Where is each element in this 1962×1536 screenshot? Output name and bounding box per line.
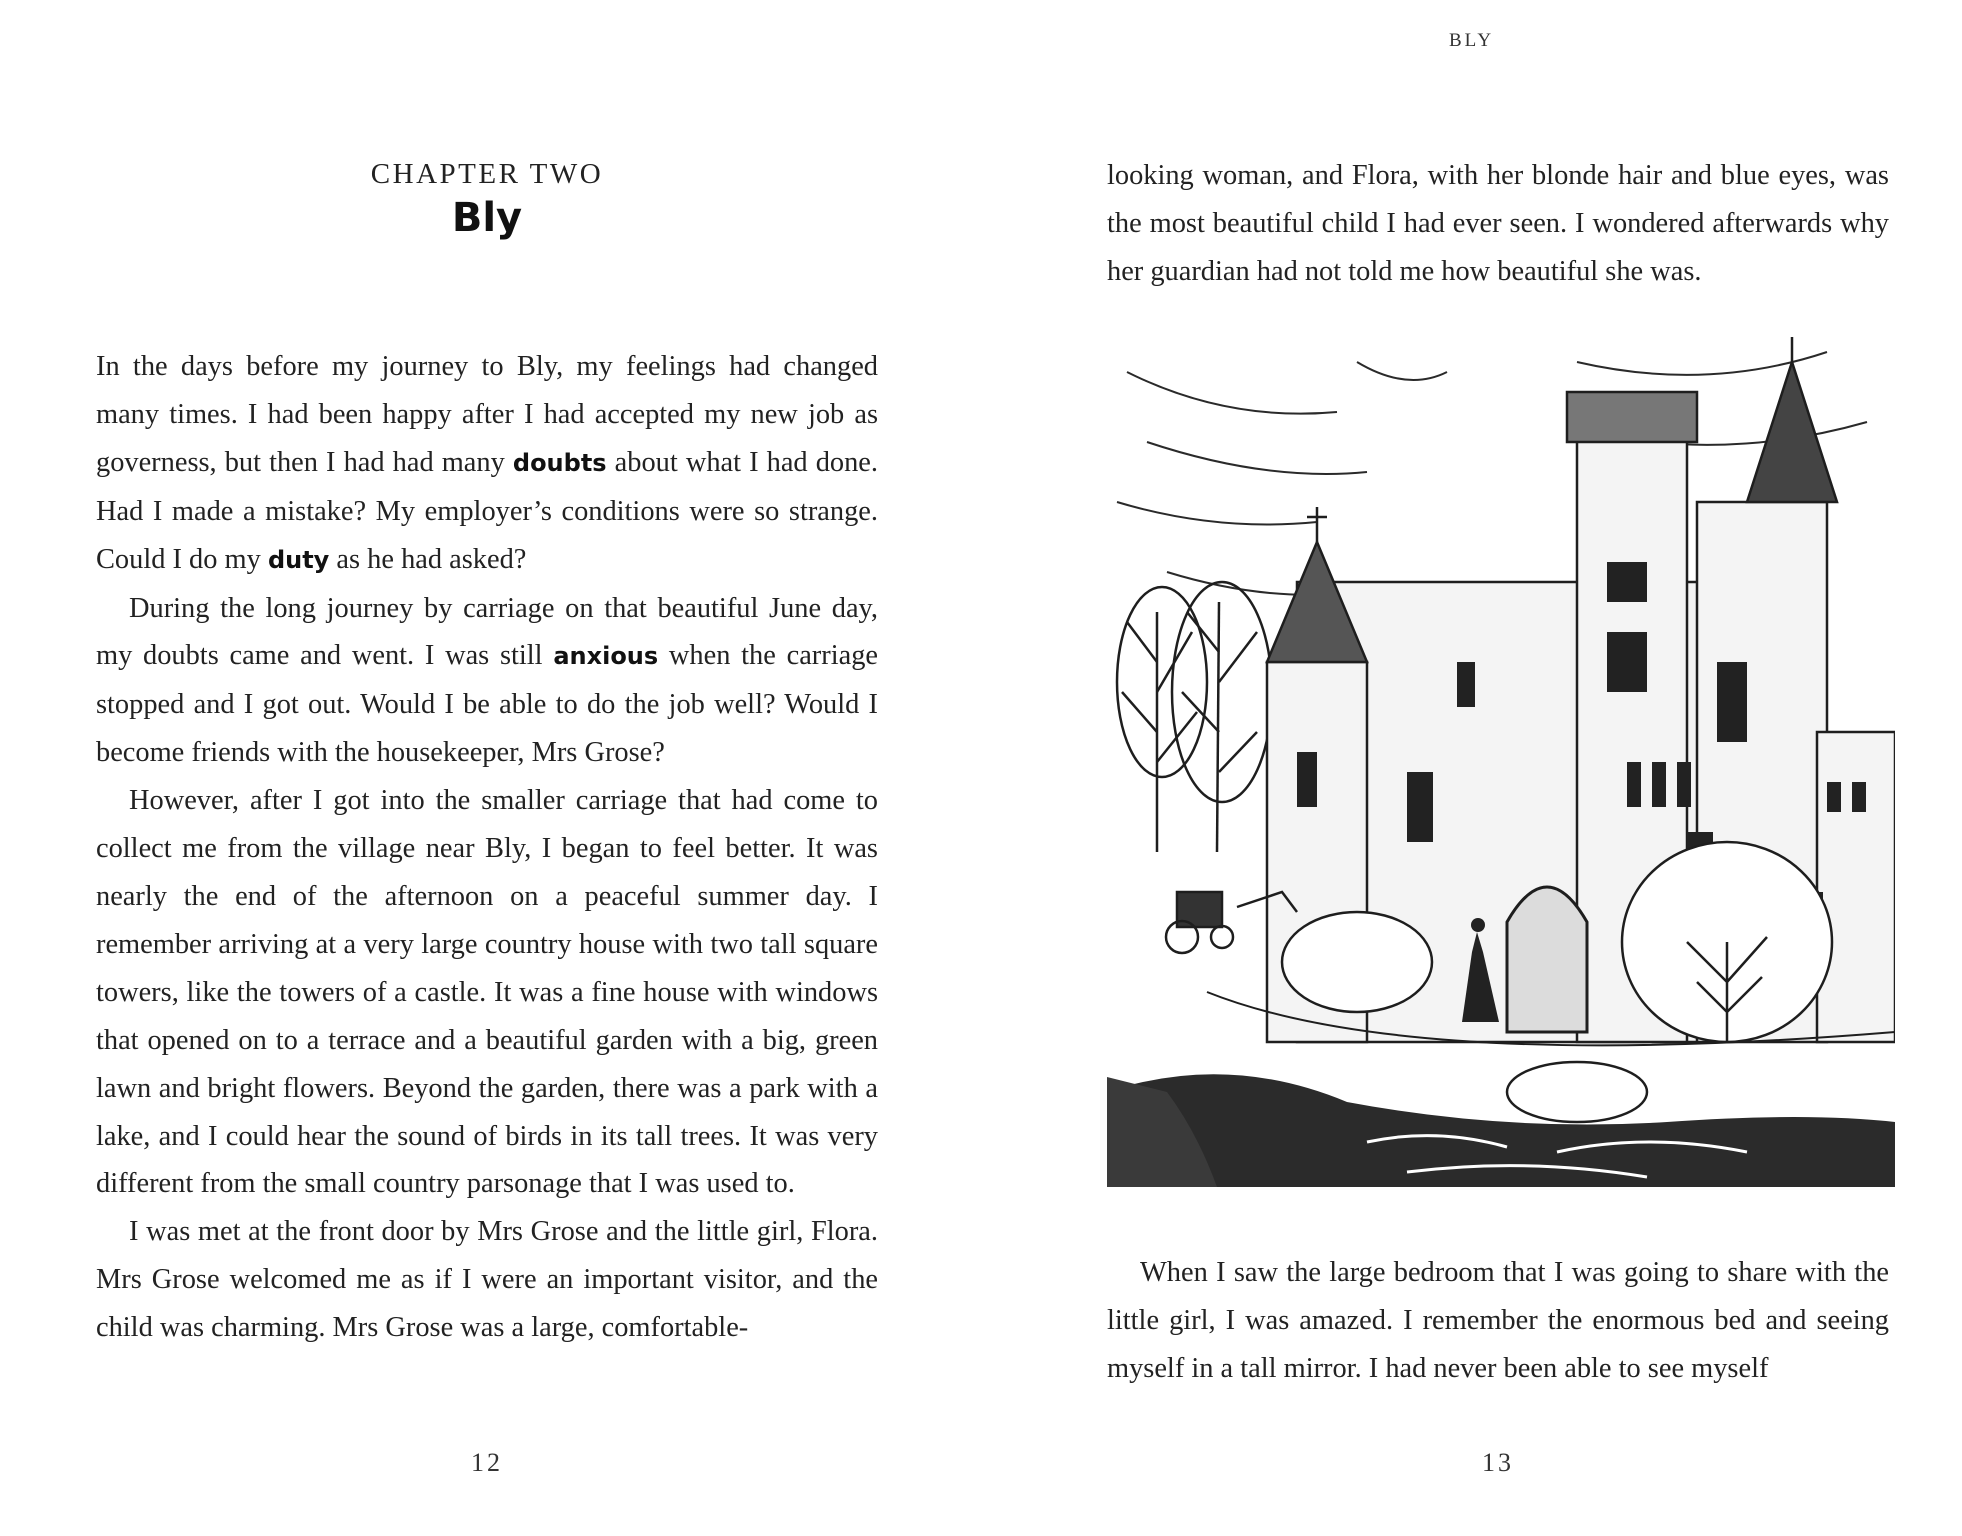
paragraph-2 [96,585,878,778]
tree-left [1117,582,1272,852]
lake-water [1107,1074,1895,1187]
paragraph-bedroom: When I saw the large bedroom that I was going to share with the little girl, I was amazed. I remember the enormous bed and seeing myself in a tall mirror. I had never been able to see myself [1107,1257,1889,1384]
page-number-right: 13 [1482,1448,1514,1477]
arched-doorway [1507,887,1587,1032]
paragraph-continued: looking woman, and Flora, with her blonde hair and blue eyes, was the most beautiful child I had ever seen. I wondered afterwards why her guardian had not told me how beautiful she was. [1107,160,1889,287]
right-bottom-text [1107,1249,1889,1393]
paragraph-4: I was met at the front door by Mrs Grose and the little girl, Flora. Mrs Grose welcomed me as if I were an important visitor, and the child was charming. Mrs Grose was a large, comfortable- [96,1216,878,1344]
page-number-left: 12 [471,1448,503,1477]
paragraph-2-part-1: During the long journey by carriage on that beautiful June day, my doubts came and went. I was still [96,592,878,672]
governess-head [1471,918,1485,932]
paragraph-1 [96,343,878,585]
glossary-word-duty: duty [267,545,330,574]
glossary-word-doubts: doubts [512,448,607,477]
castle-illustration [1107,332,1895,1187]
left-body-text [96,343,878,1352]
right-top-text [1107,152,1889,296]
chapter-label: CHAPTER TWO [370,158,604,190]
chapter-title: Bly [451,195,523,241]
paragraph-2-part-2: when the carriage stopped and I got out. Would I be able to do the job well? Would I become friends with the housekeeper, Mrs Grose? [96,640,878,769]
paragraph-3: However, after I got into the smaller carriage that had come to collect me from the village near Bly, I began to feel better. It was nearly the end of the afternoon on a peaceful summer day. I remember arriving at a very large country house with two tall square towers, like the towers of a castle. It was a fine house with windows that opened on to a terrace and a beautiful garden with a big, green lawn and bright flowers. Beyond the garden, there was a park with a lake, and I could hear the sound of birds in its tall trees. It was very different from the small country parsonage that I was used to. [96,785,878,1200]
running-head: BLY [1448,30,1495,51]
paragraph-1-part-1: In the days before my journey to Bly, my feelings had changed many times. I had been happy after I had accepted my new job as governess, but then I had had many [96,351,878,478]
paragraph-1-part-2: about what I had done. Had I made a mistake? My employer’s conditions were so strange. Could I do my [96,446,878,575]
glossary-word-anxious: anxious [553,642,659,671]
paragraph-1-part-3: as he had asked? [329,543,527,575]
